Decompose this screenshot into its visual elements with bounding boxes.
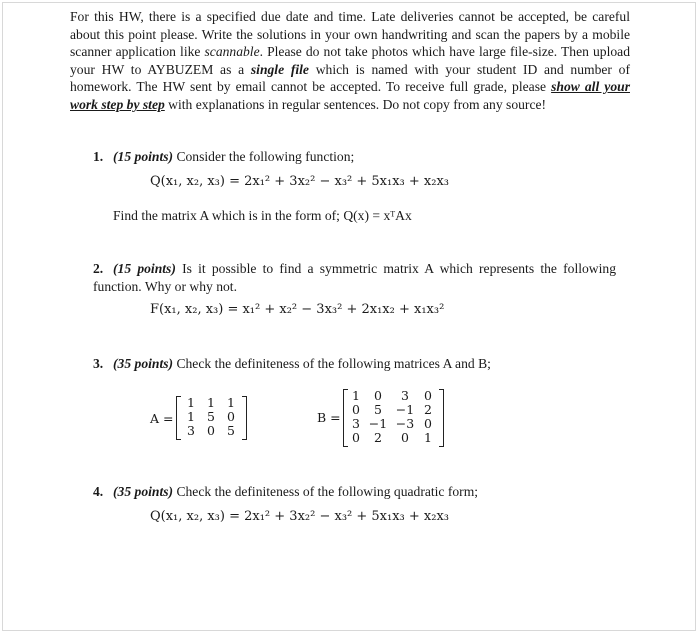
- question-points: (15 points): [113, 149, 174, 164]
- question-number: 4.: [93, 484, 104, 499]
- matrix-cell: 5: [207, 409, 215, 424]
- matrix-cell: 1: [187, 395, 195, 410]
- matrix-cell: 5: [374, 402, 382, 417]
- matrix-cell: 1: [227, 395, 235, 410]
- question-text: Check the definiteness of the following matrices A and B;: [173, 356, 491, 371]
- single-file-emphasis: single file: [250, 61, 309, 77]
- matrix-b-right-bracket: [439, 389, 444, 447]
- matrix-a-label: A =: [150, 411, 174, 426]
- instructions-paragraph: [70, 8, 630, 114]
- question-text: Is it possible to find a symmetric matrix A which represents the following function. Why or why not.: [93, 261, 616, 294]
- question-1-subtext: Find the matrix A which is in the form of; Q(x) = xᵀAx: [113, 208, 412, 223]
- matrix-cell: 1: [207, 395, 215, 410]
- show-work-emphasis: show all your work step by step: [70, 79, 630, 112]
- matrix-cell: 1: [352, 388, 360, 403]
- matrix-cell: 2: [424, 402, 432, 417]
- matrix-cell: −1: [368, 416, 388, 431]
- instructions-text-3: which is named with your student ID and number of homework. The HW sent by email cannot be accepted. To receive full grade, please: [70, 61, 631, 95]
- matrix-cell: 0: [352, 402, 360, 417]
- app-name: scannable: [204, 44, 260, 60]
- matrix-cell: 5: [227, 423, 235, 438]
- instructions-text-1: For this HW, there is a specified due date and time. Late deliveries cannot be accepted, be careful about this point please. Write the solutions in your own handwriting and scan the papers by a mobile scanner application like: [70, 9, 630, 60]
- matrix-cell: 0: [424, 388, 432, 403]
- matrix-cell: 3: [352, 416, 360, 431]
- question-number: 2.: [93, 261, 104, 276]
- instructions-text-2: . Please do not take photos which have large file-size. Then upload your HW to AYBUZEM as a: [70, 44, 630, 77]
- matrix-cell: 0: [227, 409, 235, 424]
- matrix-cell: 2: [374, 430, 382, 445]
- matrix-a: [150, 394, 260, 454]
- question-points: (15 points): [113, 261, 176, 276]
- question-1-formula: Q(x₁, x₂, x₃) = 2x₁² + 3x₂² − x₃² + 5x₁x₃ + x₂x₃: [150, 174, 449, 189]
- question-text: Consider the following function;: [173, 149, 355, 164]
- matrix-b: [317, 387, 447, 462]
- matrix-cell: 3: [187, 423, 195, 438]
- question-number: 3.: [93, 356, 104, 371]
- matrix-cell: 0: [374, 388, 382, 403]
- matrix-b-label: B =: [317, 410, 341, 425]
- matrix-cell: 1: [424, 430, 432, 445]
- matrix-cell: −1: [395, 402, 415, 417]
- instructions-text-4: with explanations in regular sentences. Do not copy from any source!: [164, 96, 547, 112]
- matrix-cell: 0: [424, 416, 432, 431]
- question-number: 1.: [93, 149, 104, 164]
- question-2-formula: F(x₁, x₂, x₃) = x₁² + x₂² − 3x₃² + 2x₁x₂ + x₁x₃²: [150, 302, 445, 317]
- question-text: Check the definiteness of the following quadratic form;: [173, 484, 479, 499]
- question-4-formula: Q(x₁, x₂, x₃) = 2x₁² + 3x₂² − x₃² + 5x₁x₃ + x₂x₃: [150, 509, 449, 524]
- matrix-b-table: [347, 389, 437, 445]
- matrix-cell: −3: [395, 416, 415, 431]
- question-points: (35 points): [113, 356, 174, 371]
- matrix-cell: 0: [352, 430, 360, 445]
- matrix-a-right-bracket: [242, 396, 247, 440]
- matrix-cell: 1: [187, 409, 195, 424]
- question-4: [93, 483, 623, 501]
- question-2: [93, 260, 616, 295]
- matrix-cell: 3: [401, 388, 409, 403]
- question-3: [93, 355, 623, 373]
- question-points: (35 points): [113, 484, 174, 499]
- matrix-cell: 0: [401, 430, 409, 445]
- matrix-a-table: [181, 396, 241, 438]
- matrix-cell: 0: [207, 423, 215, 438]
- question-1: [93, 148, 623, 166]
